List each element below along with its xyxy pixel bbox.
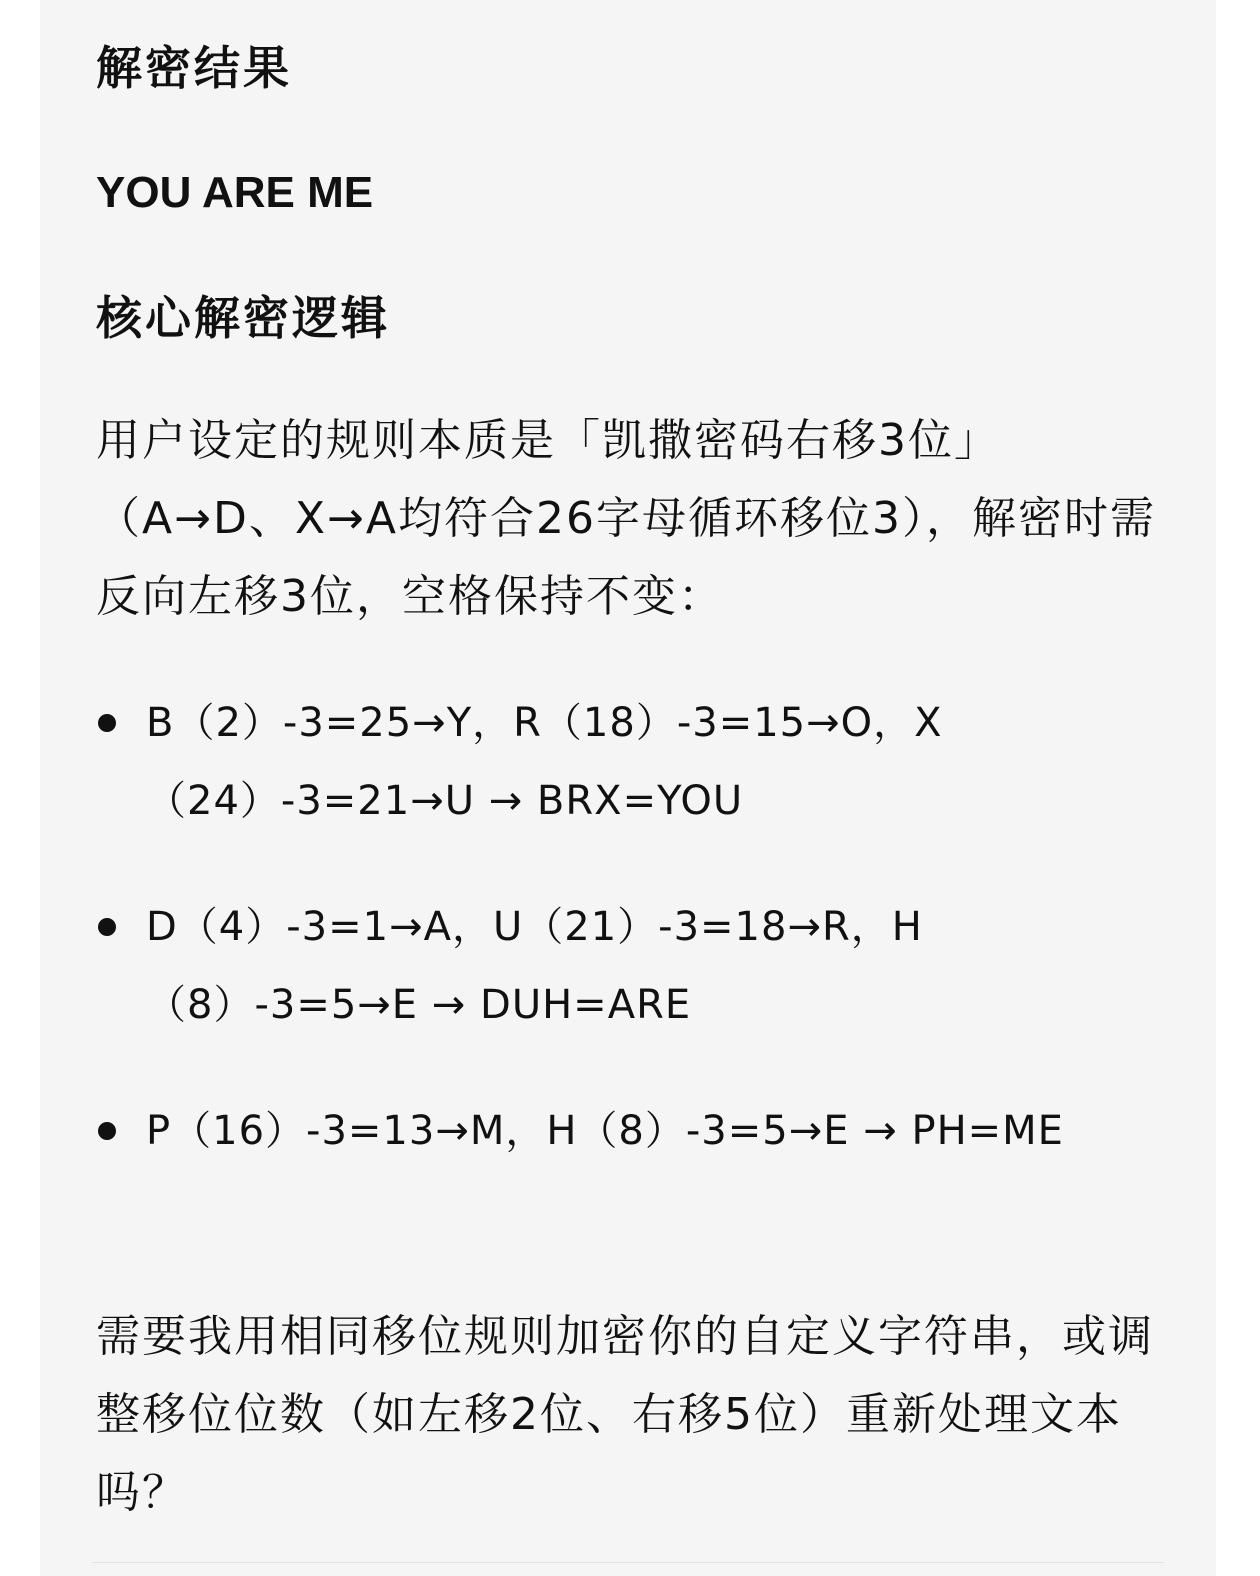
bullet-dot-icon (98, 1122, 116, 1140)
step-text: B（2）-3=25→Y，R（18）-3=15→O，X（24）-3=21→U → BRX=YOU (146, 700, 943, 824)
bullet-dot-icon (98, 714, 116, 732)
followup-paragraph: 需要我用相同移位规则加密你的自定义字符串，或调整移位位数（如左移2位、右移5位）重新处理文本吗？ (96, 1311, 1154, 1518)
divider (92, 1562, 1164, 1563)
list-item (96, 684, 1166, 840)
step-text: P（16）-3=13→M，H（8）-3=5→E → PH=ME (146, 1108, 1064, 1154)
list-item (96, 888, 1166, 1044)
bullet-dot-icon (98, 918, 116, 936)
steps-list (96, 684, 1166, 1218)
message-card (40, 0, 1216, 1576)
step-text: D（4）-3=1→A，U（21）-3=18→R，H（8）-3=5→E → DUH=ARE (146, 904, 923, 1028)
logic-heading: 核心解密逻辑 (96, 291, 390, 345)
result-text: YOU ARE ME (96, 168, 374, 217)
intro-paragraph: 用户设定的规则本质是「凯撒密码右移3位」（A→D、X→A均符合26字母循环移位3），解密时需反向左移3位，空格保持不变： (96, 415, 1156, 622)
result-heading: 解密结果 (96, 41, 292, 95)
list-item (96, 1092, 1166, 1170)
